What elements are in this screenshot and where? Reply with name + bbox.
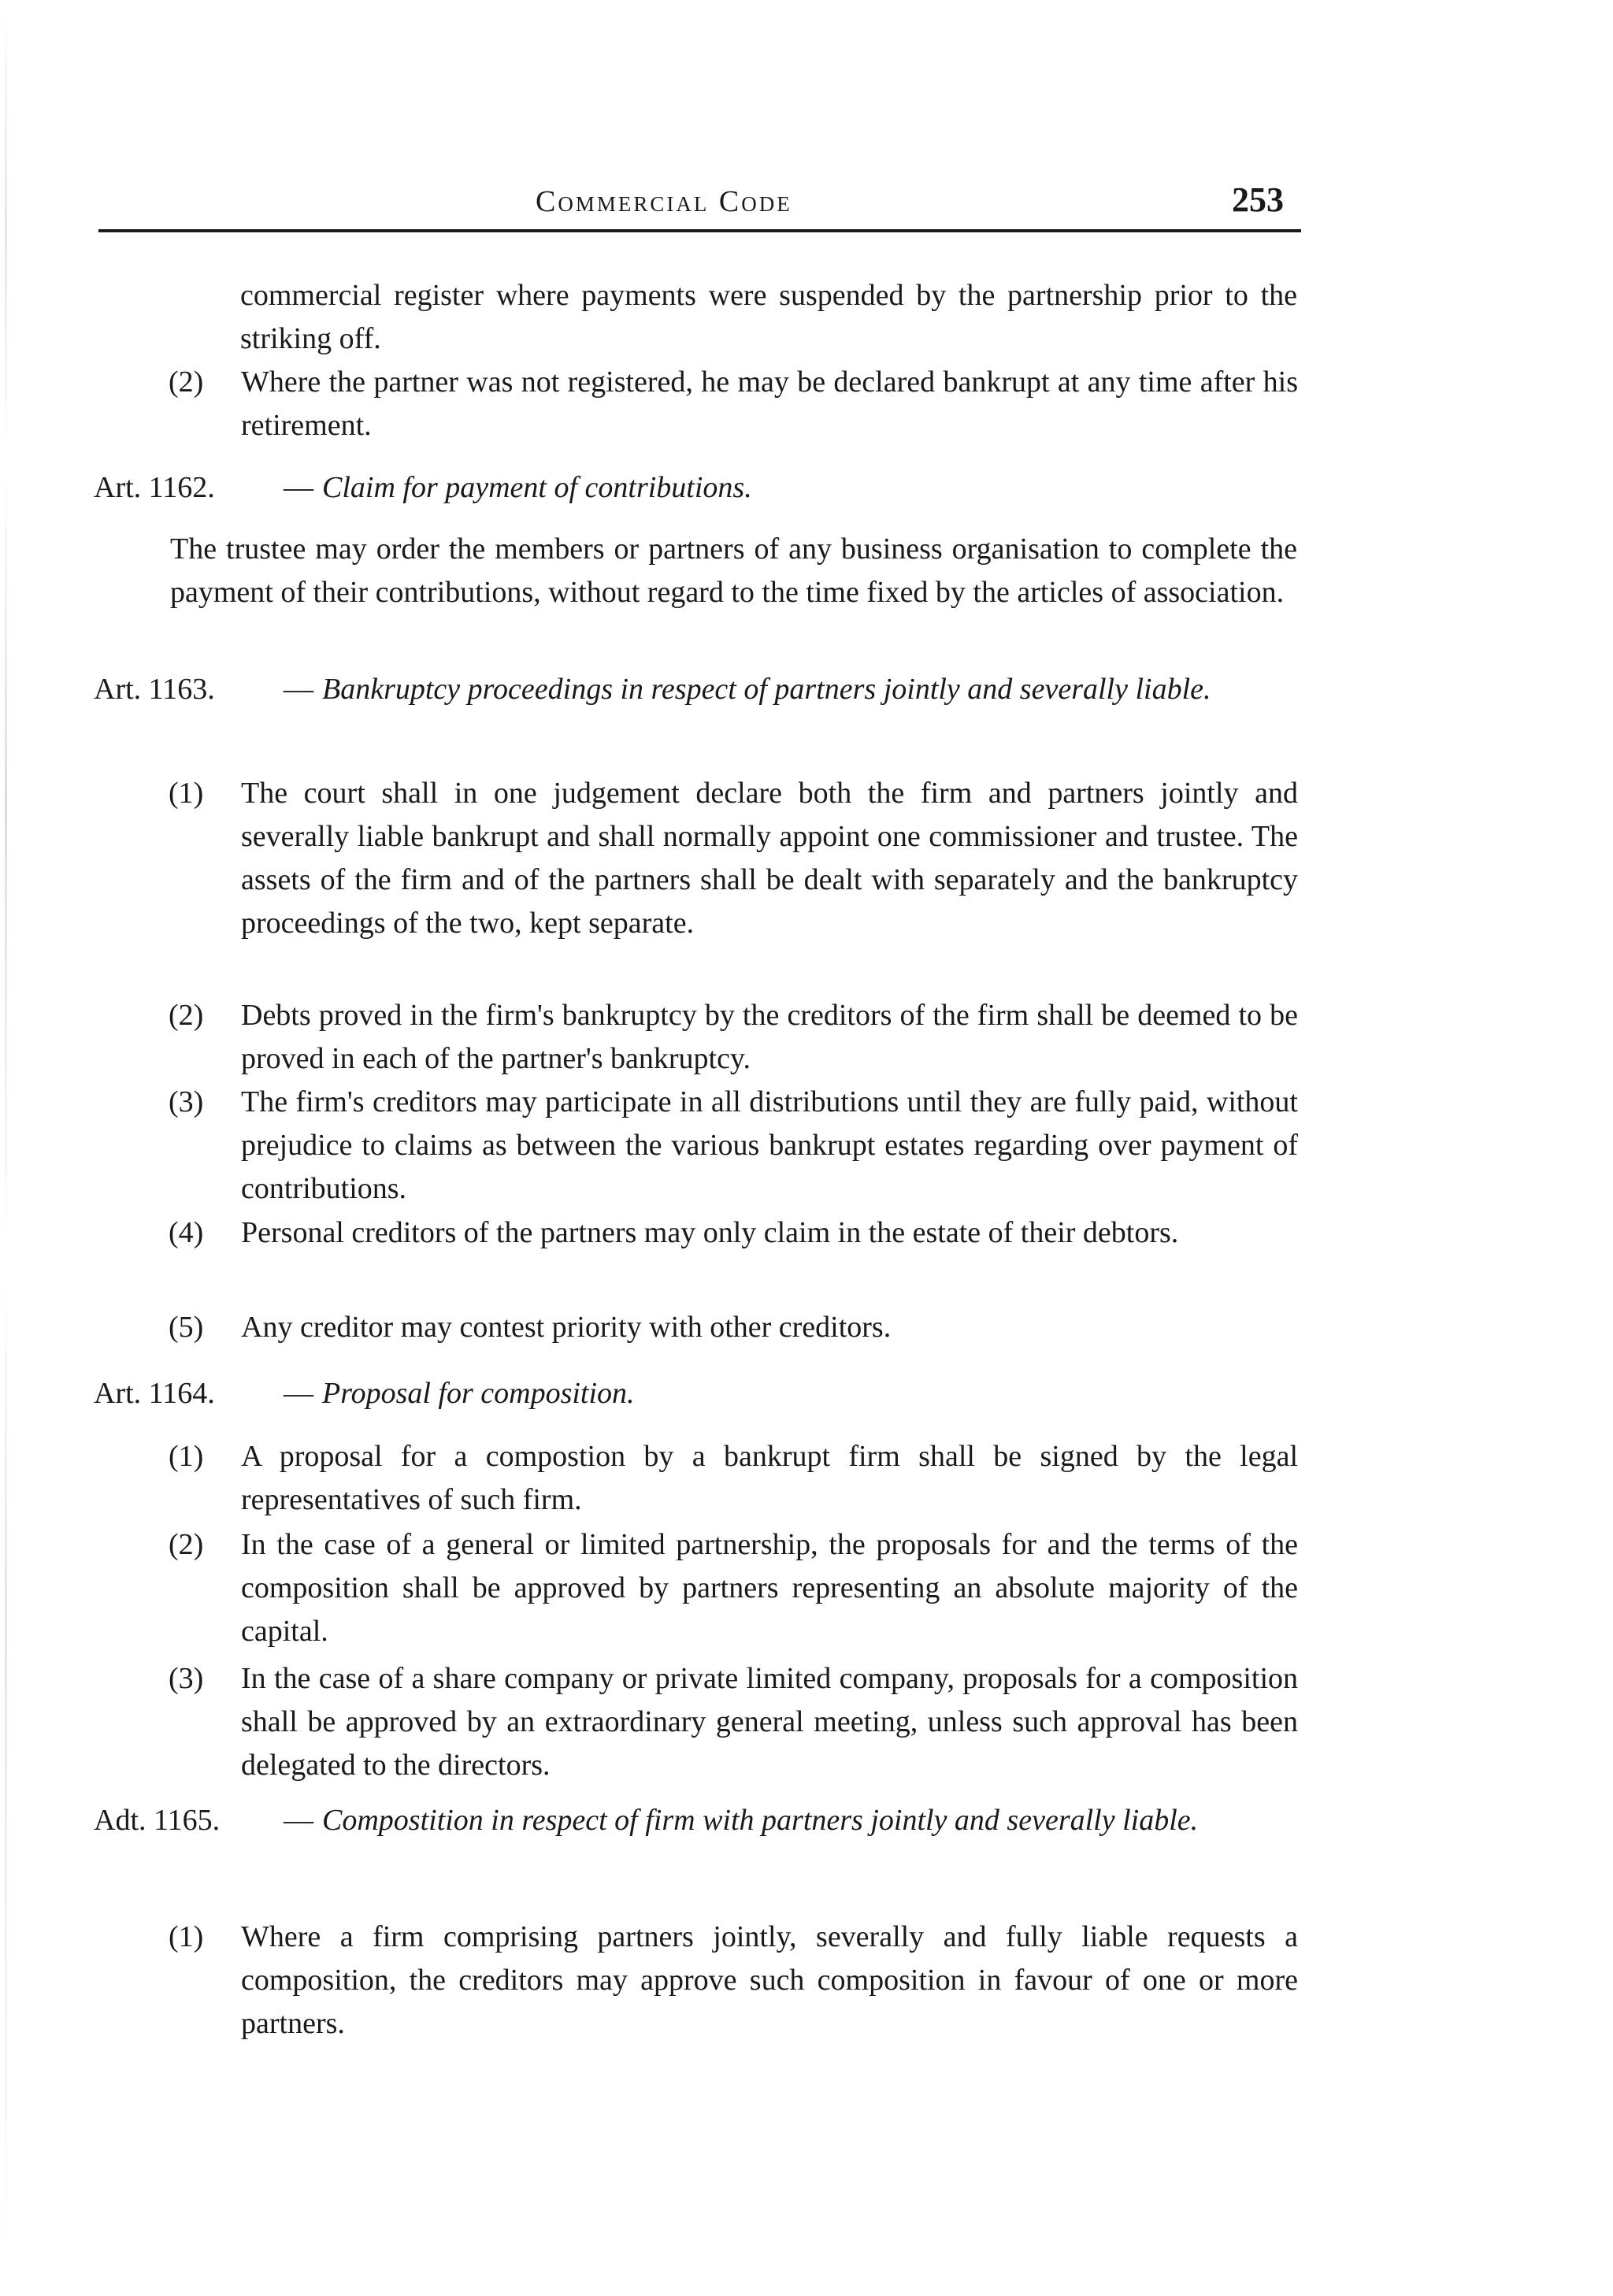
article-number: Art. 1164. <box>94 1377 215 1410</box>
list-item <box>169 1657 1298 1787</box>
item-number: (1) <box>169 1920 204 1953</box>
item-text: Any creditor may contest priority with other creditors. <box>241 1311 892 1344</box>
article-dash: — <box>284 1804 313 1837</box>
article-heading <box>94 668 1297 711</box>
list-item <box>169 994 1298 1081</box>
list-item <box>169 361 1298 447</box>
item-text: In the case of a general or limited partnership, the proposals for and the terms of the composition shall be approved by partners representing an absolute majority of the capital. <box>241 1528 1298 1648</box>
page-number: 253 <box>1232 180 1284 219</box>
article-title: Bankruptcy proceedings in respect of partners jointly and severally liable. <box>322 673 1211 706</box>
item-number: (2) <box>169 365 204 399</box>
list-item <box>169 772 1298 945</box>
article-heading <box>94 1372 1297 1415</box>
item-text: Personal creditors of the partners may only claim in the estate of their debtors. <box>241 1216 1179 1249</box>
item-text: In the case of a share company or private limited company, proposals for a composition shall be approved by an extraordinary general meeting, unless such approval has been delegated to the directors. <box>241 1662 1298 1782</box>
item-text: Debts proved in the firm's bankruptcy by the creditors of the firm shall be deemed to be proved in each of the partner's bankruptcy. <box>241 999 1298 1075</box>
article-title: Compostition in respect of firm with partners jointly and severally liable. <box>322 1804 1199 1837</box>
list-item <box>169 1435 1298 1522</box>
article-dash: — <box>284 673 313 706</box>
article-number: Adt. 1165. <box>94 1804 221 1837</box>
item-text: Where the partner was not registered, he may be declared bankrupt at any time after his retirement. <box>241 365 1298 442</box>
continuation-paragraph: commercial register where payments were suspended by the partnership prior to the striking off. <box>240 279 1297 355</box>
article-number: Art. 1162. <box>94 471 215 504</box>
item-number: (4) <box>169 1216 204 1249</box>
item-text: The court shall in one judgement declare both the firm and partners jointly and severally liable bankrupt and shall normally appoint one commissioner and trustee. The assets of the firm and of the partners shall be dealt with separately and the bankruptcy proceedings of the two, kept separate. <box>241 777 1298 940</box>
item-text: The firm's creditors may participate in all distributions until they are fully paid, without prejudice to claims as between the various bankrupt estates regarding over payment of contributions. <box>241 1085 1298 1205</box>
article-title: Claim for payment of contributions. <box>322 471 752 504</box>
list-item <box>169 1211 1298 1255</box>
item-number: (2) <box>169 1528 204 1561</box>
running-title: Commercial Code <box>536 185 792 218</box>
article-dash: — <box>284 471 313 504</box>
article-paragraph: The trustee may order the members or partners of any business organisation to complete the payment of their contributions, without regard to the time fixed by the articles of association. <box>170 532 1297 609</box>
item-text: A proposal for a compostion by a bankrupt firm shall be signed by the legal representatives of such firm. <box>241 1440 1298 1516</box>
item-number: (3) <box>169 1085 204 1118</box>
list-item <box>169 1081 1298 1211</box>
item-number: (1) <box>169 1440 204 1473</box>
article-heading <box>94 1799 1297 1842</box>
item-text: Where a firm comprising partners jointly, severally and fully liable requests a composition, the creditors may approve such composition in favour of one or more partners. <box>241 1920 1298 2040</box>
item-number: (2) <box>169 999 204 1032</box>
article-dash: — <box>284 1377 313 1410</box>
item-number: (3) <box>169 1662 204 1695</box>
list-item <box>169 1523 1298 1653</box>
item-number: (1) <box>169 777 204 810</box>
article-number: Art. 1163. <box>94 673 215 706</box>
list-item <box>169 1306 1298 1349</box>
item-number: (5) <box>169 1311 204 1344</box>
list-item <box>169 1916 1298 2046</box>
article-title: Proposal for composition. <box>322 1377 635 1410</box>
article-heading <box>94 466 1297 510</box>
